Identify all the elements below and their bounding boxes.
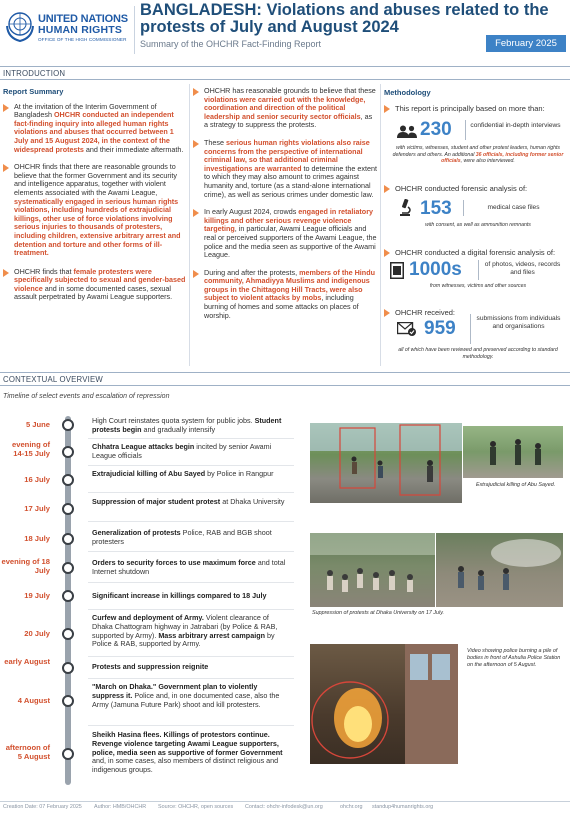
summary-paragraph-1: At the invitation of the Interim Government of Bangladesh OHCHR conducted an independent fact-finding inquiry into alleged human rights violations and abuses that occurred between 1 July and 15 August 2024, in the context of the widespread protests and their immediate aftermath. xyxy=(3,103,187,155)
interviews-label: confidential in-depth interviews xyxy=(465,120,565,140)
bullet-arrow-icon xyxy=(384,309,390,317)
bullet-arrow-icon xyxy=(384,249,390,257)
logo-line-3: OFFICE OF THE HIGH COMMISSIONER xyxy=(38,37,127,42)
page-subtitle: Summary of the OHCHR Fact-Finding Report xyxy=(140,39,322,49)
timeline-marker xyxy=(62,419,74,431)
police-scene-image xyxy=(310,423,462,503)
timeline-separator xyxy=(88,492,294,493)
abu-sayed-caption: Extrajudicial killing of Abu Sayed. xyxy=(476,482,556,488)
timeline-separator xyxy=(88,465,294,466)
timeline-date: 5 June xyxy=(25,420,50,429)
bullet-arrow-icon xyxy=(384,185,390,193)
footer-source: Source: OHCHR, open sources xyxy=(158,804,234,810)
timeline-date: afternoon of 5 August xyxy=(5,743,50,761)
bullet-arrow-icon xyxy=(193,270,199,278)
footer xyxy=(0,801,570,813)
film-frame-icon xyxy=(390,262,404,279)
timeline-event-text: "March on Dhaka." Government plan to violently suppress it. Police and, in one documented case, also the Army (Jamuna Future Park) shoot and kill protesters. xyxy=(92,682,280,709)
summary-paragraph-3: OHCHR finds that female protesters were specifically subjected to sexual and gender-based violence and in some documented cases, sexual assault perpetrated by Awami League supporters. xyxy=(3,268,187,302)
timeline-date: 19 July xyxy=(24,591,50,600)
interviews-count: 230 xyxy=(420,119,452,140)
timeline-event-text: Significant increase in killings compared to 18 July xyxy=(92,591,267,600)
footer-creation-date: Creation Date: 07 February 2025 xyxy=(3,804,82,810)
summary-paragraph-2: OHCHR finds that there are reasonable grounds to believe that the former Government and its security and intelligence apparatus, together with violent elements associated with the Awami League, systematically engaged in serious human rights violations, including hundreds of extrajudicial killings, other use of force violations involving serious injuries to thousands of protesters, including children, extensive arbitrary arrest and detention and torture and other forms of ill-treatment. xyxy=(3,163,187,258)
timeline-marker xyxy=(62,562,74,574)
summary-paragraph-4: OHCHR has reasonable grounds to believe that these violations were carried out with the knowledge, coordination and direction of the political leadership and senior security sector officials, as a strategy to suppress the protests. xyxy=(193,87,377,130)
intro-column-2 xyxy=(193,87,377,328)
timeline-separator xyxy=(88,656,294,657)
timeline-marker xyxy=(62,503,74,515)
bullet-arrow-icon xyxy=(384,105,390,113)
timeline-event-text: Orders to security forces to use maximum force and total Internet shutdown xyxy=(92,558,286,576)
column-divider xyxy=(189,84,190,366)
burning-bodies-caption: Video showing police burning a pile of bodies in front of Ashulia Police Station on the afternoon of 5 August. xyxy=(467,648,561,668)
methodology-title: Methodology xyxy=(384,88,431,97)
bullet-arrow-icon xyxy=(3,164,9,172)
dhaka-univ-photo-2 xyxy=(436,533,563,607)
page-title: BANGLADESH: Violations and abuses related to the protests of July and August 2024 xyxy=(140,1,549,36)
digital-files-label: of photos, videos, records and files xyxy=(478,260,566,280)
timeline-marker xyxy=(62,533,74,545)
intro-column-1 xyxy=(3,88,187,310)
timeline-event-text: Protests and suppression reignite xyxy=(92,662,209,671)
fire-scene-image xyxy=(310,644,458,764)
timeline-event-text: Curfew and deployment of Army. Violent clearance of Dhaka Chattogram highway in Jatrabari (by Police & RAB, supported by Army). Mass arbitrary arrest campaign by Police & RAB, supported by Army. xyxy=(92,613,278,649)
bullet-arrow-icon xyxy=(3,104,9,112)
logo-line-2: HUMAN RIGHTS xyxy=(38,24,123,36)
timeline-event-text: Chhatra League attacks begin incited by senior Awami League officials xyxy=(92,442,272,460)
timeline-event-text: Suppression of major student protest at Dhaka University xyxy=(92,497,285,506)
date-badge: February 2025 xyxy=(486,35,566,52)
timeline-marker xyxy=(62,590,74,602)
timeline-event-text: Sheikh Hasina flees. Killings of protestors continue. Revenge violence targeting Awami League supporters, police, media seen as supportive of former Government and, in some cases, also members of distinct religious and indigenous groups. xyxy=(92,730,283,775)
digital-files-note: from witnesses, victims and other sources xyxy=(429,283,527,289)
timeline-event-text: Generalization of protests Police, RAB and BGB shoot protesters xyxy=(92,528,272,546)
timeline-marker xyxy=(62,695,74,707)
timeline-marker xyxy=(62,474,74,486)
protest-crowd-image xyxy=(310,533,435,607)
column-divider xyxy=(380,84,381,366)
timeline-marker xyxy=(62,662,74,674)
interviews-note: with victims, witnesses, student and other protest leaders, human rights defenders and others. An additional 36 officials, including former senior officials, were also interviewed. xyxy=(392,145,564,164)
envelope-check-icon xyxy=(397,322,417,336)
timeline-date: evening of 14-15 July xyxy=(12,440,50,458)
methodology-line-4: OHCHR received: xyxy=(384,308,455,317)
logo-line-1: UNITED NATIONS xyxy=(38,13,128,25)
bullet-arrow-icon xyxy=(3,269,9,277)
timeline-marker xyxy=(62,748,74,760)
timeline-event-text: Extrajudicial killing of Abu Sayed by Police in Rangpur xyxy=(92,469,274,478)
timeline-separator xyxy=(88,551,294,552)
submissions-label: submissions from individuals and organisations xyxy=(470,314,566,344)
summary-paragraph-6: In early August 2024, crowds engaged in retaliatory killings and other serious revenge violence targeting, in particular, Awami League officials and real or perceived supporters of the Awami League, the police and the media seen as supportive of the Awami League. xyxy=(193,208,377,260)
timeline-event-text: High Court reinstates quota system for public jobs. Student protests begin and gradually intensify xyxy=(92,416,282,434)
bullet-arrow-icon xyxy=(193,209,199,217)
timeline-separator xyxy=(88,438,294,439)
contextual-overview-label: CONTEXTUAL OVERVIEW xyxy=(3,375,103,384)
footer-site-link-standup[interactable]: standup4humanrights.org xyxy=(372,804,434,810)
tear-gas-scene-image xyxy=(436,533,563,607)
footer-site-link-ohchr[interactable]: ohchr.org xyxy=(340,804,363,810)
summary-paragraph-7: During and after the protests, members of the Hindu community, Ahmadiyya Muslims and indigenous groups in the Chittagong Hill Tracts, were also subject to violent attacks by mobs, including burning of homes and some attacks on places of worship. xyxy=(193,269,377,321)
timeline-date: early August xyxy=(4,657,50,666)
timeline-date: 4 August xyxy=(17,696,50,705)
timeline-separator xyxy=(88,678,294,679)
methodology-line-1: This report is principally based on more than: xyxy=(384,104,545,113)
dhaka-univ-photo-1 xyxy=(310,533,435,607)
medical-files-count: 153 xyxy=(420,198,452,219)
timeline-separator xyxy=(88,609,294,610)
methodology-line-2: OHCHR conducted forensic analysis of: xyxy=(384,184,527,193)
header-divider xyxy=(134,6,135,54)
submissions-note: all of which have been reviewed and preserved according to standard methodology. xyxy=(398,347,558,360)
introduction-label: INTRODUCTION xyxy=(3,69,66,78)
timeline-date: 20 July xyxy=(24,629,50,638)
microscope-icon xyxy=(397,199,413,217)
timeline-marker xyxy=(62,628,74,640)
bullet-arrow-icon xyxy=(193,140,199,148)
timeline-marker xyxy=(62,446,74,458)
burning-bodies-photo xyxy=(310,644,458,764)
contextual-overview-section-header xyxy=(0,372,570,386)
timeline-date: evening of 18 July xyxy=(1,557,50,575)
timeline-date: 16 July xyxy=(24,475,50,484)
abu-sayed-photo-2 xyxy=(463,426,563,478)
submissions-count: 959 xyxy=(424,318,456,339)
un-human-rights-logo xyxy=(4,8,134,52)
timeline-date: 18 July xyxy=(24,534,50,543)
bullet-arrow-icon xyxy=(193,88,199,96)
digital-files-count: 1000s xyxy=(409,259,462,280)
introduction-section-header xyxy=(0,66,570,80)
timeline-subtitle: Timeline of select events and escalation of repression xyxy=(3,393,170,400)
dhaka-univ-caption: Suppression of protests at Dhaka University on 17 July. xyxy=(312,610,445,616)
timeline-separator xyxy=(88,521,294,522)
riot-police-image xyxy=(463,426,563,478)
footer-author: Author: HMB/OHCHR xyxy=(94,804,147,810)
summary-paragraph-5: These serious human rights violations also raise concerns from the perspective of international criminal law, so that additional criminal investigations are warranted to determine the extent to which they may also amount to crimes against humanity and, torture (as a stand-alone international crime), as well as serious crimes under domestic law. xyxy=(193,139,377,199)
timeline-separator xyxy=(88,725,294,726)
timeline-date: 17 July xyxy=(24,504,50,513)
timeline-separator xyxy=(88,582,294,583)
medical-files-label: medical case files xyxy=(463,200,563,216)
report-summary-title: Report Summary xyxy=(3,87,64,96)
people-icon xyxy=(397,125,417,138)
header xyxy=(0,0,570,62)
methodology-line-3: OHCHR conducted a digital forensic analysis of: xyxy=(384,248,555,257)
abu-sayed-photo-1 xyxy=(310,423,462,503)
un-emblem-icon xyxy=(4,10,36,44)
footer-contact-link[interactable]: Contact: ohchr-infodesk@un.org xyxy=(245,804,323,810)
medical-files-note: with consent, as well as ammunition remnants xyxy=(425,222,531,228)
